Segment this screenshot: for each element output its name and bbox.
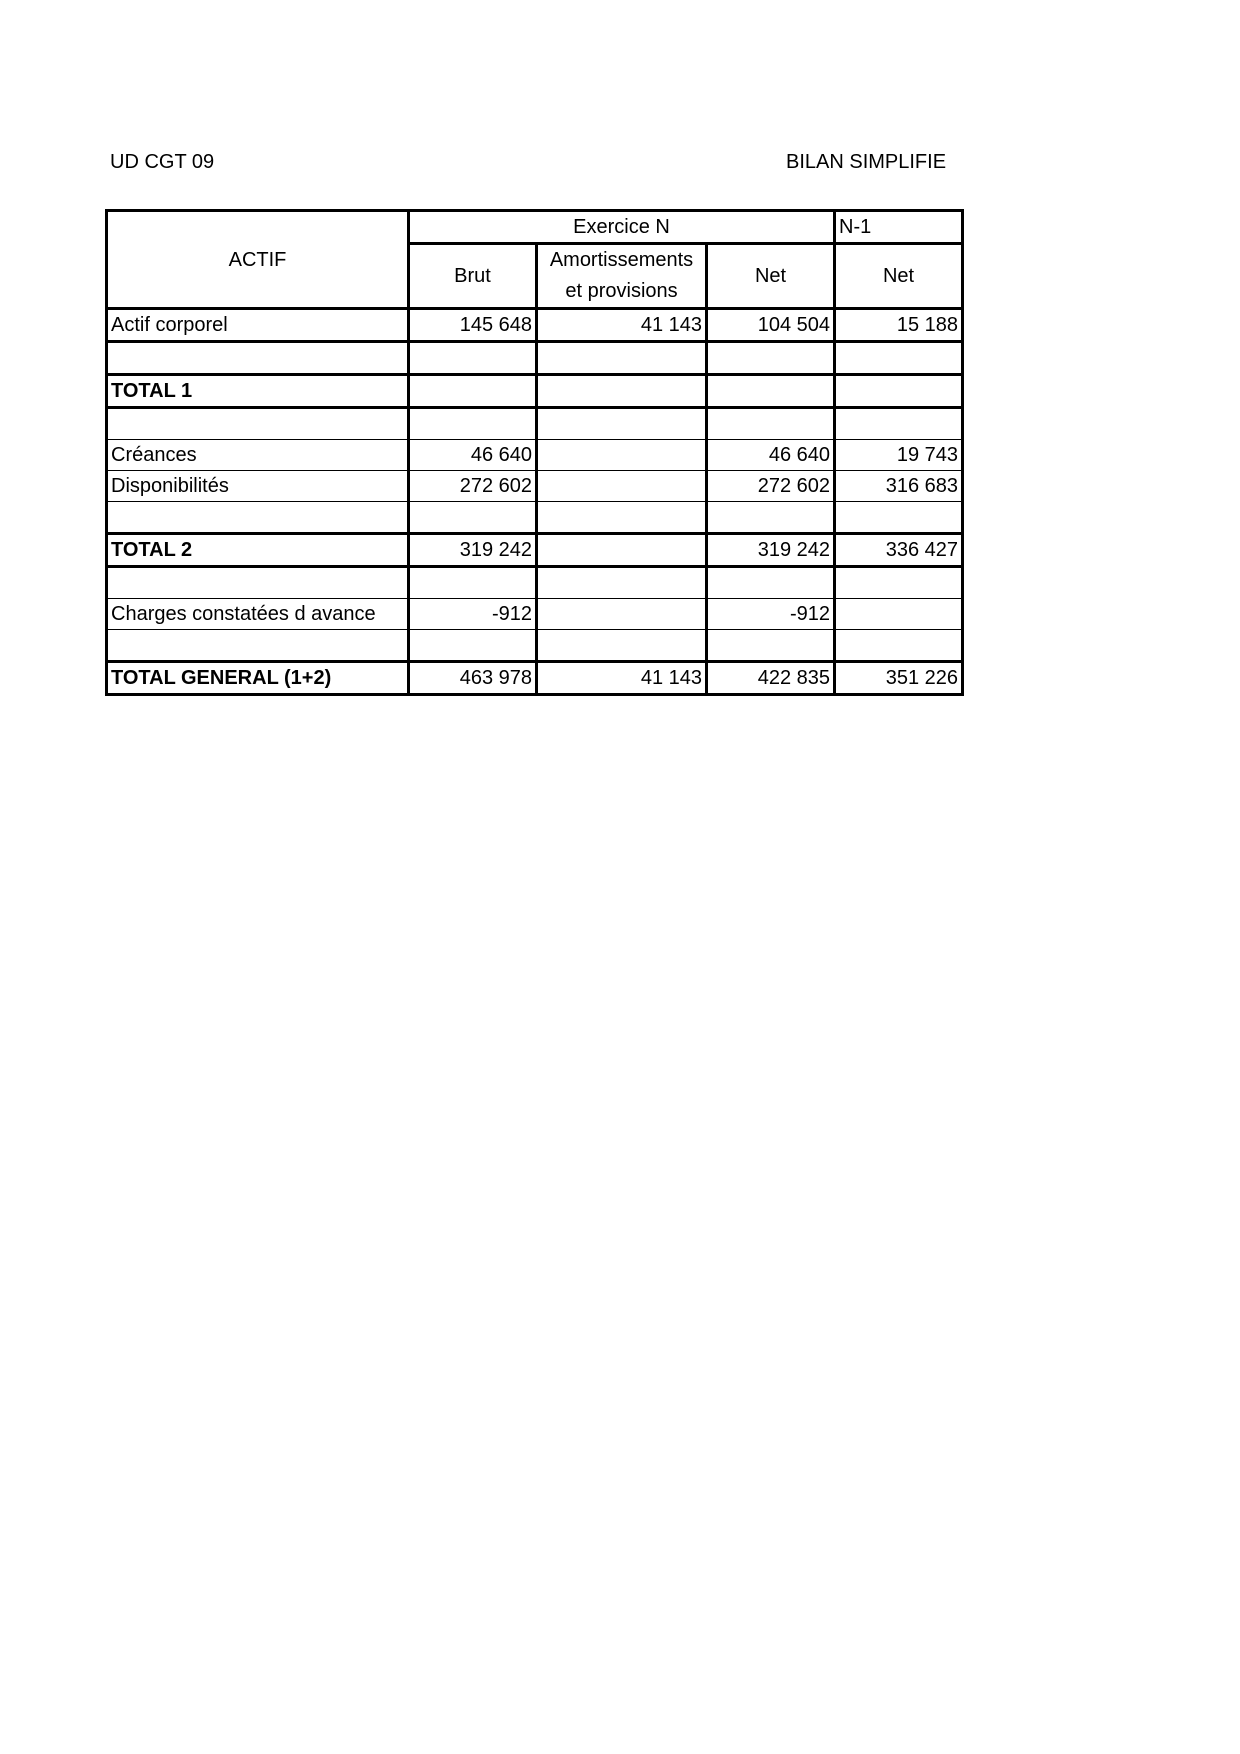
net-prev-value xyxy=(835,502,963,534)
amortissements-value xyxy=(537,630,707,662)
row-label: Disponibilités xyxy=(107,471,409,502)
table-row xyxy=(107,534,963,567)
amortissements-value xyxy=(537,440,707,471)
row-label xyxy=(107,342,409,375)
net-value xyxy=(707,567,835,599)
amortissements-value: 41 143 xyxy=(537,662,707,695)
net-header: Net xyxy=(707,244,835,309)
table-body xyxy=(107,309,963,695)
brut-value xyxy=(409,375,537,408)
brut-value xyxy=(409,408,537,440)
brut-value xyxy=(409,502,537,534)
document-title: BILAN SIMPLIFIE xyxy=(786,151,947,173)
net-prev-value xyxy=(835,567,963,599)
net-value: 46 640 xyxy=(707,440,835,471)
net-value: 319 242 xyxy=(707,534,835,567)
table-row xyxy=(107,502,963,534)
row-label: Actif corporel xyxy=(107,309,409,342)
net-prev-value: 15 188 xyxy=(835,309,963,342)
brut-value: 463 978 xyxy=(409,662,537,695)
table-row xyxy=(107,375,963,408)
net-value xyxy=(707,502,835,534)
table-row xyxy=(107,567,963,599)
net-value: 272 602 xyxy=(707,471,835,502)
amortissements-value xyxy=(537,599,707,630)
row-label xyxy=(107,567,409,599)
table-row xyxy=(107,599,963,630)
row-label: TOTAL 2 xyxy=(107,534,409,567)
amortissements-value xyxy=(537,534,707,567)
brut-value xyxy=(409,567,537,599)
net-prev-value xyxy=(835,630,963,662)
table-row xyxy=(107,440,963,471)
balance-sheet-table xyxy=(105,209,964,696)
net-prev-value: 316 683 xyxy=(835,471,963,502)
net-prev-value xyxy=(835,342,963,375)
amortissements-value xyxy=(537,502,707,534)
net-prev-value xyxy=(835,408,963,440)
net-prev-value xyxy=(835,375,963,408)
row-label: Charges constatées d avance xyxy=(107,599,409,630)
table-row xyxy=(107,630,963,662)
net-prev-value: 19 743 xyxy=(835,440,963,471)
brut-value: 319 242 xyxy=(409,534,537,567)
exercice-n-header: Exercice N xyxy=(409,211,835,244)
net-prev-value: 351 226 xyxy=(835,662,963,695)
net-value: -912 xyxy=(707,599,835,630)
net-value: 422 835 xyxy=(707,662,835,695)
amortissements-value xyxy=(537,567,707,599)
amortissements-value xyxy=(537,408,707,440)
n-minus-1-header: N-1 xyxy=(835,211,963,244)
row-label xyxy=(107,630,409,662)
brut-value xyxy=(409,630,537,662)
net-prev-value xyxy=(835,599,963,630)
brut-value: -912 xyxy=(409,599,537,630)
brut-value: 145 648 xyxy=(409,309,537,342)
net-value xyxy=(707,630,835,662)
brut-header: Brut xyxy=(409,244,537,309)
net-value: 104 504 xyxy=(707,309,835,342)
actif-header: ACTIF xyxy=(107,211,409,309)
row-label: Créances xyxy=(107,440,409,471)
brut-value: 46 640 xyxy=(409,440,537,471)
net-prev-header: Net xyxy=(835,244,963,309)
amortissements-value: 41 143 xyxy=(537,309,707,342)
table-row xyxy=(107,309,963,342)
organization-name: UD CGT 09 xyxy=(110,151,215,173)
row-label: TOTAL 1 xyxy=(107,375,409,408)
amortissements-value xyxy=(537,375,707,408)
amortissements-value xyxy=(537,471,707,502)
brut-value: 272 602 xyxy=(409,471,537,502)
net-value xyxy=(707,375,835,408)
table-row xyxy=(107,342,963,375)
amortissements-value xyxy=(537,342,707,375)
brut-value xyxy=(409,342,537,375)
row-label: TOTAL GENERAL (1+2) xyxy=(107,662,409,695)
amortissements-header: Amortissements et provisions xyxy=(537,244,707,309)
net-value xyxy=(707,342,835,375)
net-prev-value: 336 427 xyxy=(835,534,963,567)
table-row xyxy=(107,471,963,502)
row-label xyxy=(107,502,409,534)
table-row xyxy=(107,662,963,695)
net-value xyxy=(707,408,835,440)
row-label xyxy=(107,408,409,440)
table-row xyxy=(107,408,963,440)
